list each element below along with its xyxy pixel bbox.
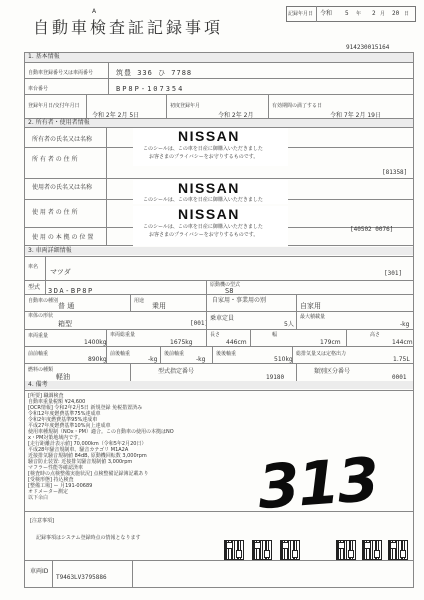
qr-code-icon xyxy=(362,540,382,560)
width-label: 幅 xyxy=(272,332,278,338)
note-line: 平成27年度燃費基準10%向上達成車 xyxy=(28,423,111,429)
note-line: 騒音防止装置: 近接排気騒音規制値 3,000rpm xyxy=(28,459,133,465)
section2-heading: 2. 所有者・使用者情報 xyxy=(25,119,413,127)
qr-code-icon xyxy=(252,540,272,560)
displacement-value: 1.75L xyxy=(393,356,410,363)
privacy-seal-owner xyxy=(133,128,288,166)
document-title: 自動車検査証記録事項 xyxy=(33,18,224,37)
first-reg-label: 登録年月日/交付年月日 xyxy=(28,103,80,109)
document-page: A 自動車検査証記録事項 記録年月日 令和 5 年 2 月 20 日 914230015164 1. 基本情報 自動車登録番号又は車両番号 筑豊 336 ひ 7788 車台番号 BP8P-107354 登録年月日/交付年月日 令和 2年 2月 5日 初度登録年月 令和 2年 2月 有効期間の満了する日 令和 7年 2月 19日 2. 所有者・使用者情報 所有者の氏名又は名称 所 有 者 の 住 所 [81358] 使用者の氏名又は名称 使 用 者 の 住 所 使 用 の 本 拠 の 位 置 [40502 0076] NISSAN このシールは、この車を日産に御購入いただきました お客さまのプライバシーをお守りするものです。 NISSAN このシールは、この車を日産に御購入いただきました NISSAN このシールは、この車を日産に御購入いただきました お客さまのプライバシーをお守りするものです。 3. 車両詳細情報 車名 マツダ [301] 型式 3DA-BP8P 原動機の型式 S8 自動車の種別 普 通 用途 乗用 自家用・事業用の別 自家用 車体の形状 箱型 [001] 乗車定員 5人 最大積載量 -kg 車両重量 1400kg 車両総重量 1675kg 長さ 446cm 幅 179cm 高さ 144cm 前前軸重 890kg 前後軸重 -kg 後前軸重 -kg 後後軸重 510kg 総排気量又は定格出力 1.75L 燃料の種類 軽油 型式指定番号 19180 類別区分番号 0001 4. 備考 [所要] 職調検査 自動車重量税額 ¥24,600 [OCR情報] 令和2年2月5日 新規登録 免税措置済み 令和12年度燃費基準75%達成車 令和2年度燃費基準95%達成車 平成27年度燃費基準10%向上達成車 使用車種規制（NOx・PM）適合。この自動車の使用の本拠はNO x・PM対策地域内です。 [走行距離計表示値] 70,000km（令和5年2月20日） 平成28年騒音規制車、騒音カテゴリ M1A2A 近接排気騒音規制値 84dB, 原動機回転数 3,000rpm 騒音防止装置: 近接排気騒音規制値 3,000rpm マフラー性能等確認済車 [検査時の点検整備実施状況] 点検整備記録簿記載あり [受検形態] 持込検査 [整備工場] ー 月191-00689 オドメーター測定 以下余白 313 [注意事項] 記録事項はシステム登録時点の情報となります 車両ID T9463LV3795886 xyxy=(0,0,424,600)
seal-text-line1: このシールは、この車を日産に御購入いただきました xyxy=(143,146,263,152)
use-label: 用途 xyxy=(134,298,145,304)
capacity-label: 乗車定員 xyxy=(210,315,235,322)
business-value: 自家用 xyxy=(300,302,321,310)
privacy-seal-base xyxy=(133,206,288,246)
note-line: 以下余白 xyxy=(28,495,49,501)
gross-value: 1675kg xyxy=(170,339,193,346)
body-value: 箱型 xyxy=(58,320,72,328)
front-rear-axle-value: -kg xyxy=(148,356,158,363)
body-code: [001] xyxy=(190,320,209,327)
note-line: 使用車種規制（NOx・PM）適合。この自動車の使用の本拠はNO xyxy=(28,429,174,435)
notice-text: 記録事項はシステム登録時点の情報となります xyxy=(36,535,141,541)
seal-text-line1: このシールは、この車を日産に御購入いただきました xyxy=(143,224,263,230)
base-location-label: 使 用 の 本 拠 の 位 置 xyxy=(32,234,94,241)
length-label: 長さ xyxy=(210,332,221,338)
reg-number-label: 自動車登録番号又は車両番号 xyxy=(28,70,94,76)
height-label: 高さ xyxy=(370,332,381,338)
note-line: 自動車重量税額 ¥24,600 xyxy=(28,399,86,405)
note-line: [OCR情報] 令和2年2月5日 新規登録 免税措置済み xyxy=(28,405,143,411)
note-line: [受検形態] 持込検査 xyxy=(28,477,74,483)
vehicle-id-value: T9463LV3795886 xyxy=(56,574,107,581)
front-rear-axle-label: 前後軸重 xyxy=(110,351,131,357)
rear-rear-axle-value: 510kg xyxy=(274,356,293,363)
rear-front-axle-label: 後前軸重 xyxy=(164,351,185,357)
fuel-value: 軽油 xyxy=(56,373,70,381)
base-code: [40502 0076] xyxy=(350,226,394,233)
rear-front-axle-value: -kg xyxy=(196,356,206,363)
vehicle-id-label: 車両ID xyxy=(30,568,49,575)
spec-value: 19180 xyxy=(266,374,285,381)
length-value: 446cm xyxy=(226,339,247,346)
record-day: 20 xyxy=(392,10,400,17)
capacity-value: 5人 xyxy=(284,321,294,328)
engine-value: S8 xyxy=(225,287,234,295)
record-date-label: 記録年月日 xyxy=(288,11,314,17)
owner-name-label: 所有者の氏名又は名称 xyxy=(32,136,93,143)
width-value: 179cm xyxy=(320,339,341,346)
model-label: 型式 xyxy=(28,284,41,291)
business-label: 自家用・事業用の別 xyxy=(212,297,267,304)
use-value: 乗用 xyxy=(152,302,166,310)
note-line: [整備工場] ー 月191-00689 xyxy=(28,483,93,489)
weight-value: 1400kg xyxy=(84,339,107,346)
qr-code-icon xyxy=(336,540,356,560)
privacy-seal-user xyxy=(133,180,288,204)
qr-code-icon xyxy=(388,540,408,560)
maker-value: マツダ xyxy=(50,268,71,276)
load-value: -kg xyxy=(400,321,410,328)
nissan-logo: NISSAN xyxy=(178,180,240,196)
nissan-logo: NISSAN xyxy=(178,206,240,222)
expiry-label: 有効期間の満了する日 xyxy=(272,103,323,109)
seal-text-line2: お客さまのプライバシーをお守りするものです。 xyxy=(149,154,259,160)
note-line: [走行距離計表示値] 70,000km（令和5年2月20日） xyxy=(28,441,147,447)
maker-code: [301] xyxy=(384,270,403,277)
seal-text-line2: お客さまのプライバシーをお守りするものです。 xyxy=(149,232,259,238)
front-front-axle-label: 前前軸重 xyxy=(28,351,49,357)
user-name-label: 使用者の氏名又は名称 xyxy=(32,184,93,191)
nissan-logo: NISSAN xyxy=(178,128,240,144)
note-line: x・PM対策地域内です。 xyxy=(28,435,83,441)
owner-code: [81358] xyxy=(382,169,408,176)
body-label: 車体の形状 xyxy=(28,313,54,319)
record-year: 5 xyxy=(345,10,349,17)
rear-rear-axle-label: 後後軸重 xyxy=(216,351,237,357)
section3-heading: 3. 車両詳細情報 xyxy=(25,247,413,255)
displacement-label: 総排気量又は定格出力 xyxy=(296,351,347,357)
fuel-label: 燃料の種類 xyxy=(28,367,54,373)
first-year-value: 令和 2年 2月 xyxy=(218,112,254,119)
section4-heading: 4. 備考 xyxy=(25,381,413,389)
note-line: 令和12年度燃費基準75%達成車 xyxy=(28,411,101,417)
record-era: 令和 xyxy=(320,10,333,17)
note-line: マフラー性能等確認済車 xyxy=(28,465,84,471)
qr-code-icon xyxy=(224,540,244,560)
kind-label: 自動車の種別 xyxy=(28,298,59,304)
reg-number-value: 筑豊 336 ひ 7788 xyxy=(116,69,193,77)
expiry-value: 令和 7年 2月 19日 xyxy=(330,112,381,119)
note-line: オドメーター測定 xyxy=(28,489,68,495)
gross-label: 車両総重量 xyxy=(110,332,136,338)
chassis-value: BP8P-107354 xyxy=(116,85,185,93)
height-value: 144cm xyxy=(392,339,413,346)
owner-address-label: 所 有 者 の 住 所 xyxy=(32,156,78,163)
seal-text-line1: このシールは、この車を日産に御購入いただきました xyxy=(143,197,263,203)
first-reg-value: 令和 2年 2月 5日 xyxy=(92,112,140,119)
weight-label: 車両重量 xyxy=(28,333,49,339)
document-number: 914230015164 xyxy=(346,44,390,51)
record-month: 2 xyxy=(372,10,376,17)
section1-heading: 1. 基本情報 xyxy=(25,53,413,62)
notes-list xyxy=(28,393,278,501)
class-value: 0001 xyxy=(392,374,407,381)
kind-value: 普 通 xyxy=(58,302,75,310)
first-year-label: 初度登録年月 xyxy=(170,103,201,109)
user-address-label: 使 用 者 の 住 所 xyxy=(32,209,78,216)
notice-title: [注意事項] xyxy=(30,518,54,524)
class-label: 類別区分番号 xyxy=(314,368,351,375)
engine-label: 原動機の型式 xyxy=(210,282,241,288)
maker-label: 車名 xyxy=(28,264,39,270)
chassis-label: 車台番号 xyxy=(28,86,49,92)
note-line: 令和2年度燃費基準95%達成車 xyxy=(28,417,98,423)
handwritten-number: 313 xyxy=(255,444,380,524)
model-value: 3DA-BP8P xyxy=(48,287,94,295)
note-line: [検査時の点検整備実施状況] 点検整備記録簿記載あり xyxy=(28,471,149,477)
load-label: 最大積載量 xyxy=(300,314,326,320)
note-line: 近接排気騒音規制値 84dB, 原動機回転数 3,000rpm xyxy=(28,453,147,459)
note-line: 平成28年騒音規制車、騒音カテゴリ M1A2A xyxy=(28,447,129,453)
spec-label: 型式指定番号 xyxy=(158,368,195,375)
qr-code-icon xyxy=(280,540,300,560)
note-line: [所要] 職調検査 xyxy=(28,393,64,399)
form-mark: A xyxy=(92,8,97,15)
front-front-axle-value: 890kg xyxy=(88,356,107,363)
